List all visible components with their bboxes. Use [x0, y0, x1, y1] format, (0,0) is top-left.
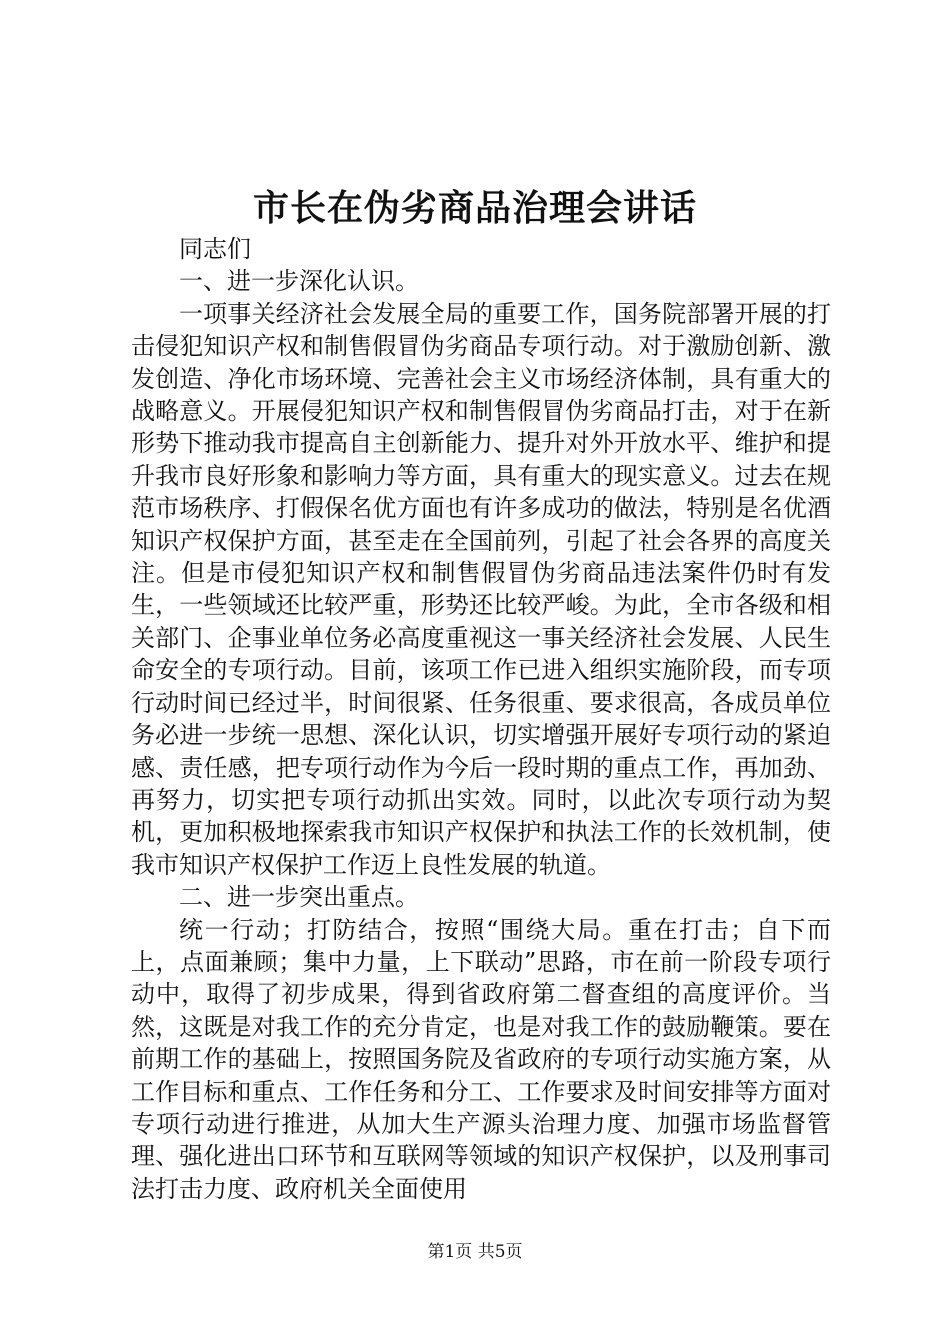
- salutation: 同志们: [179, 235, 251, 263]
- document-body: [131, 233, 831, 1205]
- section-heading-1: 一、进一步深化认识。: [179, 267, 419, 296]
- paragraph-2: 统一行动；打防结合，按照“围绕大局。重在打击；自下而上，点面兼顾；集中力量，上下联动”思路，市在前一阶段专项行动中，取得了初步成果，得到省政府第二督查组的高度评价。当然，这既是对我工作的充分肯定，也是对我工作的鼓励鞭策。要在前期工作的基础上，按照国务院及省政府的专项行动实施方案，从工作目标和重点、工作任务和分工、工作要求及时间安排等方面对专项行动进行推进，从加大生产源头治理力度、加强市场监督管理、强化进出口环节和互联网等领域的知识产权保护，以及刑事司法打击力度、政府机关全面使用: [131, 915, 831, 1203]
- paragraph-1: 一项事关经济社会发展全局的重要工作，国务院部署开展的打击侵犯知识产权和制售假冒伪劣商品专项行动。对于激励创新、激发创造、净化市场环境、完善社会主义市场经济体制，具有重大的战略意义。开展侵犯知识产权和制售假冒伪劣商品打击，对于在新形势下推动我市提高自主创新能力、提升对外开放水平、维护和提升我市良好形象和影响力等方面，具有重大的现实意义。过去在规范市场秩序、打假保名优方面也有许多成功的做法，特别是名优酒知识产权保护方面，甚至走在全国前列，引起了社会各界的高度关注。但是市侵犯知识产权和制售假冒伪劣商品违法案件仍时有发生，一些领域还比较严重，形势还比较严峻。为此，全市各级和相关部门、企事业单位务必高度重视这一事关经济社会发展、人民生命安全的专项行动。目前，该项工作已进入组织实施阶段，而专项行动时间已经过半，时间很紧、任务很重、要求很高，各成员单位务必进一步统一思想、深化认识，切实增强开展好专项行动的紧迫感、责任感，把专项行动作为今后一段时期的重点工作，再加劲、再努力，切实把专项行动抓出实效。同时，以此次专项行动为契机，更加积极地探索我市知识产权保护和执法工作的长效机制，使我市知识产权保护工作迈上良性发展的轨道。: [131, 299, 831, 879]
- document-title: 市长在伪劣商品治理会讲话: [252, 187, 697, 229]
- section-heading-2: 二、进一步突出重点。: [179, 883, 419, 912]
- page-footer: 第1页 共5页: [427, 1242, 523, 1262]
